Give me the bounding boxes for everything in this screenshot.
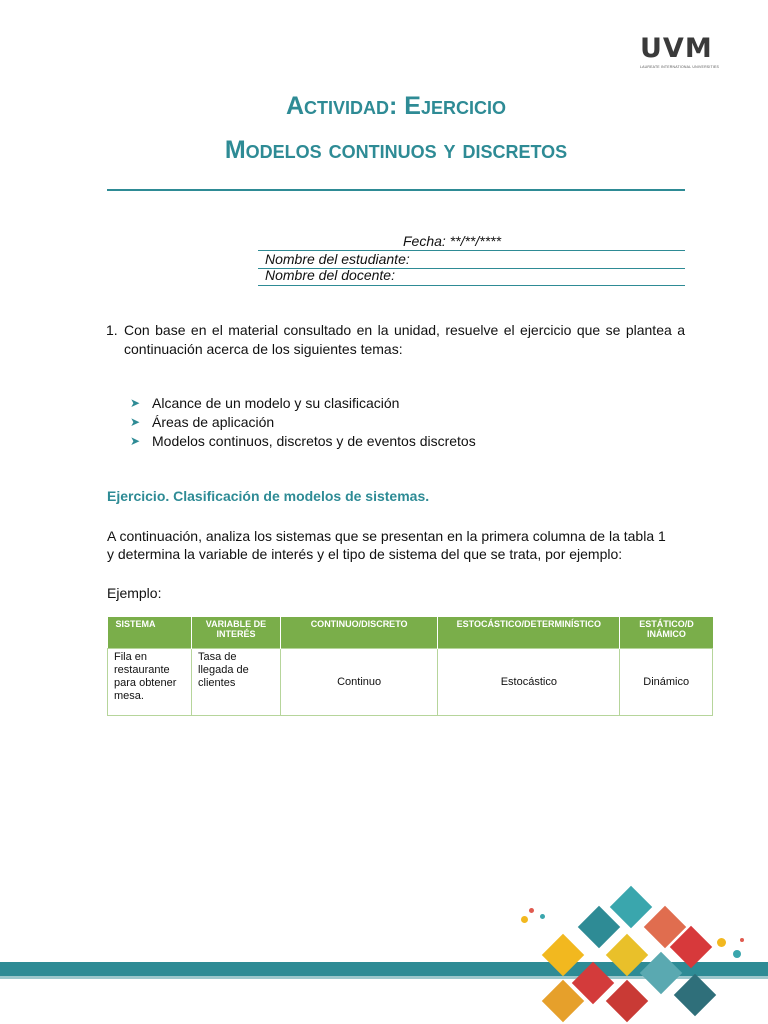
instruction-number: 1. — [106, 322, 118, 338]
dot-shape — [740, 938, 744, 942]
exercise-description-line1: A continuación, analiza los sistemas que se presentan en la primera columna de la tabla 1 — [107, 528, 666, 544]
student-name-field: Nombre del estudiante: — [265, 251, 410, 267]
arrow-bullet-icon: ➤ — [130, 396, 141, 410]
list-item — [130, 413, 476, 432]
dot-shape — [529, 908, 534, 913]
topic-label: Alcance de un modelo y su clasificación — [152, 395, 400, 411]
cube-shape — [578, 906, 620, 948]
table-cell: Dinámico — [620, 649, 713, 716]
table-cell: Continuo — [280, 649, 437, 716]
column-header: VARIABLE DE INTERÉS — [192, 617, 281, 649]
instruction-text: Con base en el material consultado en la unidad, resuelve el ejercicio que se plantea a continuación acerca de los siguientes temas: — [124, 322, 685, 357]
table-row — [108, 649, 713, 716]
cube-shape — [610, 886, 652, 928]
exercise-description-line2: y determina la variable de interés y el tipo de sistema del que se trata, por ejemplo: — [107, 546, 623, 562]
topics-list — [130, 394, 476, 451]
dot-shape — [521, 916, 528, 923]
topic-label: Áreas de aplicación — [152, 414, 275, 430]
dot-shape — [733, 950, 741, 958]
list-item — [130, 432, 476, 451]
column-header: SISTEMA — [108, 617, 192, 649]
uvm-logo — [640, 34, 718, 69]
table-header-row — [108, 617, 713, 649]
cube-shape — [674, 974, 716, 1016]
topic-label: Modelos continuos, discretos y de eventos discretos — [152, 433, 476, 449]
divider — [258, 285, 685, 286]
example-table — [107, 617, 713, 716]
teacher-name-field: Nombre del docente: — [265, 267, 395, 283]
cube-shape — [640, 952, 682, 994]
exercise-title: Ejercicio. Clasificación de modelos de sistemas. — [107, 488, 430, 504]
page-title: Actividad: Ejercicio — [285, 92, 506, 120]
arrow-bullet-icon: ➤ — [130, 434, 141, 448]
page-subtitle: Modelos continuos y discretos — [224, 136, 568, 164]
table-cell: Tasa de llegada de clientes — [192, 649, 281, 716]
table-cell: Fila en restaurante para obtener mesa. — [108, 649, 192, 716]
list-item — [130, 394, 476, 413]
logo-text: UVM — [640, 33, 713, 64]
column-header: CONTINUO/DISCRETO — [280, 617, 437, 649]
table-cell: Estocástico — [438, 649, 620, 716]
cube-shape — [606, 980, 648, 1022]
logo-tagline: LAUREATE INTERNATIONAL UNIVERSITIES — [640, 65, 720, 69]
example-label: Ejemplo: — [107, 585, 162, 601]
date-field: Fecha: **/**/**** — [403, 233, 502, 249]
column-header: ESTÁTICO/D INÁMICO — [620, 617, 713, 649]
arrow-bullet-icon: ➤ — [130, 415, 141, 429]
title-divider — [107, 189, 685, 191]
column-header: ESTOCÁSTICO/DETERMINÍSTICO — [438, 617, 620, 649]
dot-shape — [717, 938, 726, 947]
dot-shape — [540, 914, 545, 919]
